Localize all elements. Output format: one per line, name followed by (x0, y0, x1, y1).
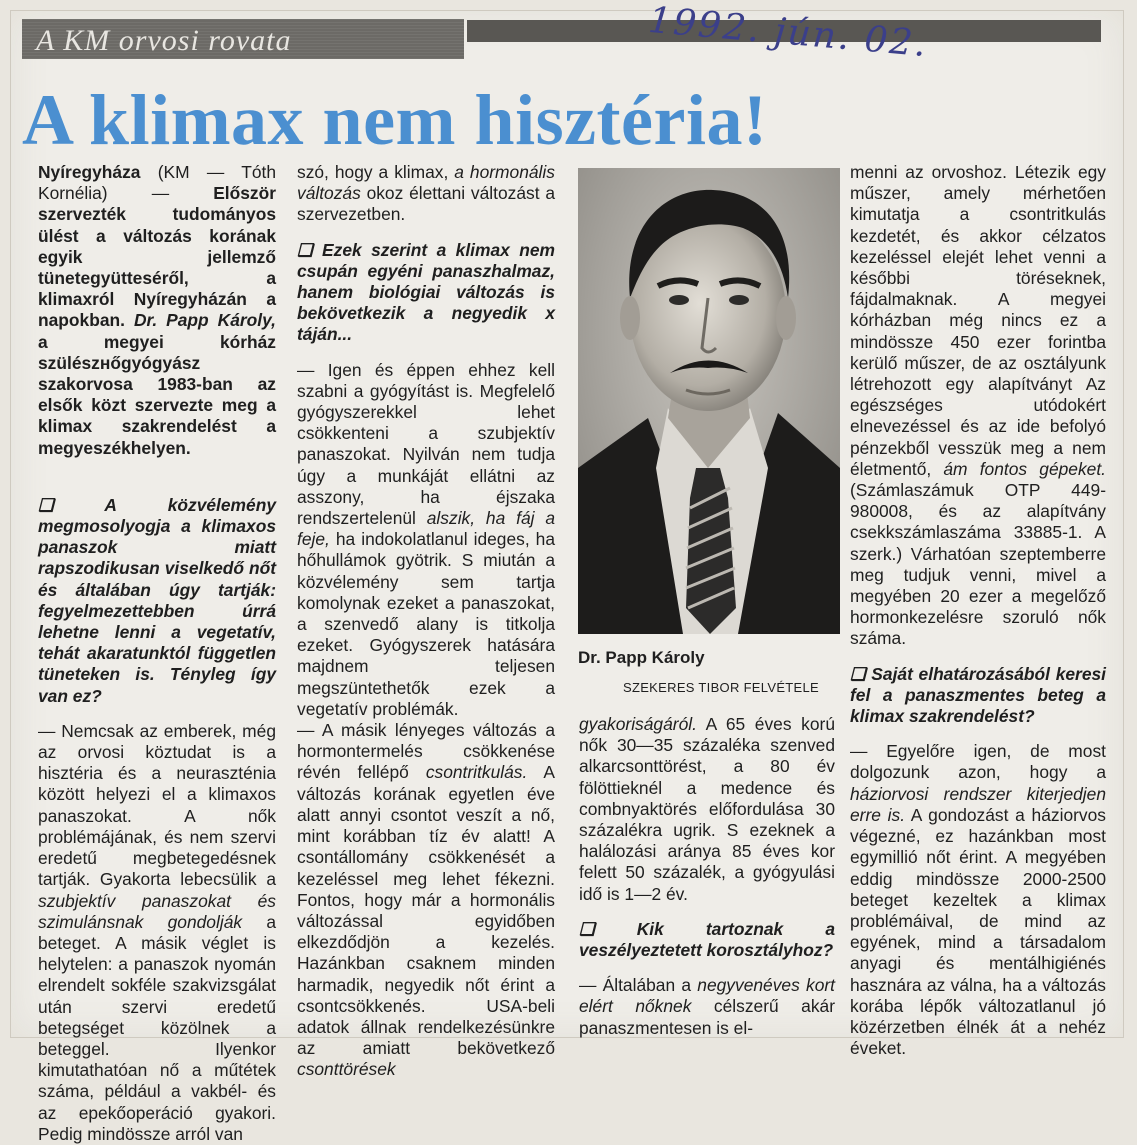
column-3 (579, 714, 835, 1039)
answer-4: — Általában a negyvenéves kort elért nőknek célszerű akár panaszmentesen is el- (579, 975, 836, 1038)
doctor-name: Dr. Papp Károly, (133, 310, 276, 331)
question-3: ❑ Kik tartoznak a veszélyeztetett korosztályhoz? (579, 918, 835, 961)
column-1 (38, 162, 276, 1145)
question-1: ❑ A közvélemény megmosolyogja a klimaxos panaszok miatt rapszodikusan viselkedő nőt és általában úgy tartják: fegyelmezettebben úrrá lehetne lenni a vegetatív, tehát akaratunktól független tüneteken is. Tényleg így van ez? (38, 494, 276, 706)
byline: (KM — Tóth Kornélia) — (38, 162, 276, 204)
paragraph-continued: szó, hogy a klimax, a hormonális változás okoz élettani változást a szervezetben. (297, 162, 555, 225)
lead-paragraph (38, 162, 276, 459)
paragraph-instrument: menni az orvoshoz. Létezik egy műszer, amely mérhetően kimutatja a csontritkulás kezdetét, és akkor célzatos kezeléssel elejét lehet venni a későbbi töréseknek, fájdalmaknak. A megyei kórházban még nincs ez a mindössze 450 ezer forintba kerülő műszer, de az osztályunk létrehozott egy alapítványt Az egészséges utódokért elnevezéssel és az ide befolyó pénzekből vesszük meg a nem életmentő, ám fontos gépeket. (Számlaszámuk OTP 449-980008, és az alapítvány csekkszámlaszáma 33885-1. A szerk.) Várhatóan szeptemberre meg tudjuk venni, mivel a megyében 20 ezer a megelőző hormonkezelésre szoruló nők száma. (850, 162, 1106, 649)
lead-rest: a megyei kórház szülészнőgyógyász szakorvosa 1983-ban az elsők közt szervezte meg a klimax szakrendelést a megyeszékhelyen. (38, 331, 276, 458)
answer-2: — Igen és éppen ehhez kell szabni a gyógyítást is. Megfelelő gyógyszerekkel lehet csökkenteni a szubjektív panaszokat. Nyilván nem tudja úgy a munkáját ellátni az asszony, ha éjszaka rendszertelenül alszik, ha fáj a feje, ha indokolatlanul ideges, ha hőhullámok gyötrik. S miután a közvélemény sem tartja komolynak ezeket a panaszokat, a szenvedő alany is titkolja ezeket. Gyógyszerek hatására majdnem teljesen megszüntethetők ezek a vegetatív problémák. (297, 359, 555, 719)
column-4 (850, 162, 1106, 1059)
article-headline: A klimax nem hisztéria! (22, 80, 768, 160)
lead-bold: Először szervezték tudományos ülést a változás korának egyik jellemző tünetegyütteséről, a klimaxról Nyíregyházán a napokban. (38, 183, 276, 331)
section-title: A KM orvosi rovata (36, 24, 292, 57)
question-4: ❑ Saját elhatározásából keresi fel a panaszmentes beteg a klimax szakrendelést? (850, 663, 1106, 727)
answer-1: — Nemcsak az emberek, még az orvosi köztudat is a hisztéria és a neuraszténia között helyezi el a klimaxos panaszokat. A nők problémájának, és nem szervi eredetű megbetegedésnek tartják. Gyakorta lebecsülik a szubjektív panaszokat és szimulánsnak gondolják a beteget. A másik véglet is helytelen: a panaszok nyomán elrendelt sokféle szakvizsgálat után szervi eredetű betegséget közölnek a beteggel. Ilyenkor kimutathatóan nő a műtétek száma, például a vakbél- és az epekőoperáció gyakori. Pedig mindössze arról van (38, 720, 276, 1144)
column-2 (297, 162, 555, 1081)
photo-credit: SZEKERES TIBOR FELVÉTELE (623, 680, 819, 695)
answer-3: — A másik lényeges változás a hormontermelés csökkenése révén fellépő csontritkulás. A változás korának egyetlen éve alatt annyi csontot veszít a nő, mint korábban tíz év alatt! A csontállomány csökkenését a kezeléssel meg lehet fékezni. Fontos, hogy már a hormonális változással egyidőben elkezdődjön a kezelés. Hazánkban csaknem minden harmadik, negyedik nőt érint a csontcsökkenés. USA-beli adatok állnak rendelkezésünkre az amiatt bekövetkező csonttörések (297, 720, 555, 1080)
paragraph-statistics: gyakoriságáról. A 65 éves korú nők 30—35 százaléka szenved alkarcsonttörést, a 80 év fölöttieknél a medence és combnyaktörés előfordulása 30 százalékra ugrik. S ezeknek a halálozási aránya 85 éves kor felett 50 százalék, a gyógyulási idő is 1—2 év. (579, 714, 835, 904)
photo-caption: Dr. Papp Károly (578, 648, 705, 667)
portrait-illustration (578, 168, 840, 634)
question-2: ❑ Ezek szerint a klimax nem csupán egyéni panaszhalmaz, hanem biológiai változás is bekövetkezik a negyedik x táján... (297, 239, 555, 345)
section-header (22, 19, 464, 59)
dateline-place: Nyíregyháza (38, 162, 141, 182)
portrait-photo (578, 168, 840, 634)
answer-5: — Egyelőre igen, de most dolgozunk azon, hogy a háziorvosi rendszer kiterjedjen erre is. A gondozást a háziorvos végezné, ez hazánkban most egymillió nőt érint. A megyében eddig mindössze 2000-2500 beteget kezeltek a klimax problémáival, de mind az egyének, mind a társadalom anyagi és mentálhigiénés hasznára az válna, ha a változás korába lépők változatlanul jó közérzetben élnék át a nehéz éveket. (850, 741, 1106, 1059)
handwritten-date: 1992. jún. 02. (646, 0, 930, 66)
